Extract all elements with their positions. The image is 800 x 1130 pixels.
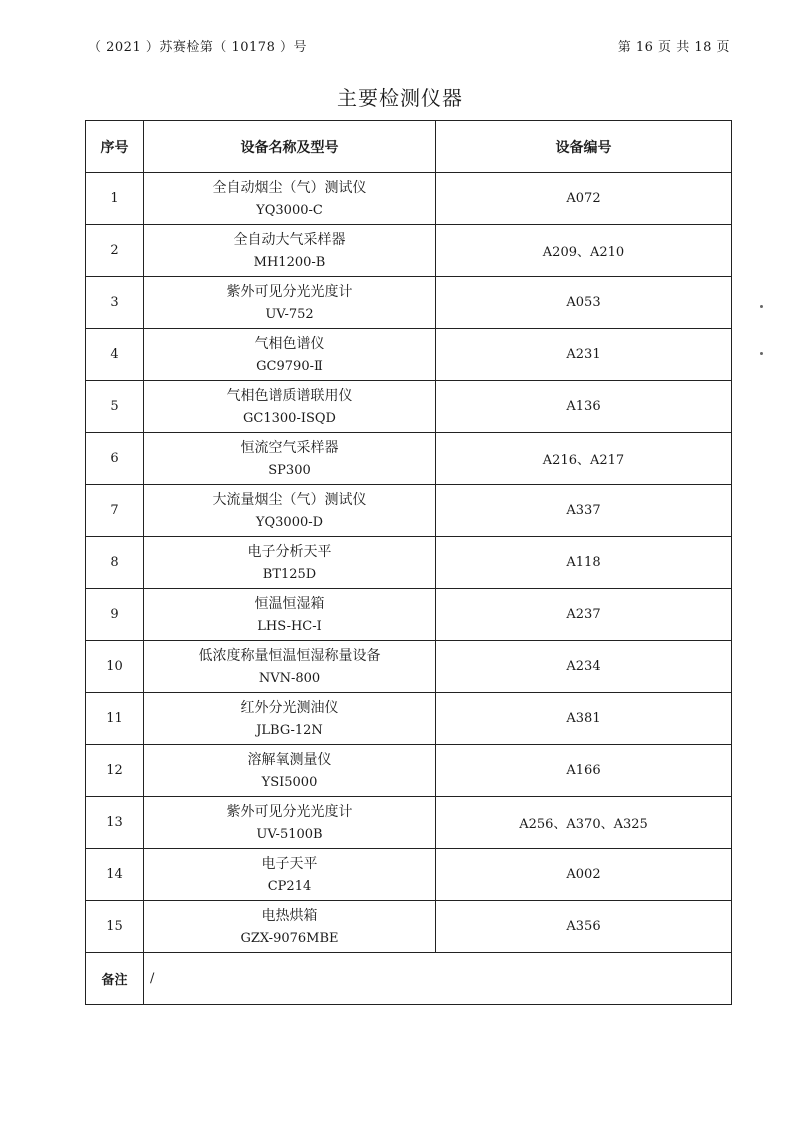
equipment-name-cell: [144, 329, 436, 381]
equipment-name: 全自动大气采样器: [233, 231, 346, 248]
equipment-name: 电子分析天平: [247, 543, 332, 560]
equipment-name: 紫外可见分光光度计: [226, 283, 353, 300]
equipment-name: 紫外可见分光光度计: [226, 803, 353, 820]
column-header-no: 序号: [86, 121, 144, 173]
equipment-code: A234: [436, 641, 732, 693]
equipment-name-cell: [144, 381, 436, 433]
equipment-name: 低浓度称量恒温恒湿称量设备: [198, 647, 381, 664]
equipment-model: SP300: [268, 462, 311, 478]
equipment-name-cell: [144, 433, 436, 485]
equipment-code: A337: [436, 485, 732, 537]
equipment-name: 气相色谱质谱联用仪: [226, 387, 353, 404]
table-row: [86, 277, 732, 329]
row-number: 9: [86, 589, 144, 641]
equipment-model: JLBG-12N: [256, 722, 323, 738]
scan-speck: [760, 305, 763, 308]
row-number: 11: [86, 693, 144, 745]
equipment-name-cell: [144, 745, 436, 797]
table-row: [86, 797, 732, 849]
equipment-model: GC9790-Ⅱ: [256, 358, 323, 374]
row-number: 4: [86, 329, 144, 381]
table-row: [86, 225, 732, 277]
page-title: 主要检测仪器: [337, 86, 463, 110]
equipment-name-cell: [144, 693, 436, 745]
table-row: [86, 537, 732, 589]
table-header-row: [86, 121, 732, 173]
equipment-code: A237: [436, 589, 732, 641]
equipment-model: LHS-HC-I: [257, 618, 322, 634]
equipment-code: A356: [436, 901, 732, 953]
equipment-name: 大流量烟尘（气）测试仪: [212, 491, 367, 508]
report-number: （ 2021 ）苏赛检第（ 10178 ）号: [88, 40, 307, 55]
equipment-name-cell: [144, 589, 436, 641]
equipment-name: 恒流空气采样器: [240, 439, 339, 456]
equipment-name: 恒温恒湿箱: [254, 595, 325, 612]
row-number: 15: [86, 901, 144, 953]
equipment-name: 电热烘箱: [261, 907, 318, 924]
remarks-value: /: [144, 953, 732, 1005]
equipment-code: A381: [436, 693, 732, 745]
equipment-code: A209、A210: [436, 225, 732, 277]
scan-speck: [760, 352, 763, 355]
equipment-model: CP214: [267, 878, 312, 894]
table-row: [86, 849, 732, 901]
equipment-model: YQ3000-C: [256, 202, 323, 218]
equipment-name-cell: [144, 277, 436, 329]
equipment-code: A072: [436, 173, 732, 225]
table-row: [86, 485, 732, 537]
table-row: [86, 641, 732, 693]
equipment-name-cell: [144, 641, 436, 693]
equipment-name: 溶解氧测量仪: [247, 751, 332, 768]
row-number: 10: [86, 641, 144, 693]
equipment-name-cell: [144, 173, 436, 225]
remarks-row: [86, 953, 732, 1005]
table-row: [86, 433, 732, 485]
row-number: 14: [86, 849, 144, 901]
equipment-code: A216、A217: [436, 433, 732, 485]
equipment-name: 电子天平: [261, 855, 318, 872]
equipment-code: A118: [436, 537, 732, 589]
equipment-name-cell: [144, 485, 436, 537]
row-number: 1: [86, 173, 144, 225]
table-row: [86, 381, 732, 433]
equipment-model: MH1200-B: [253, 254, 326, 270]
equipment-name: 全自动烟尘（气）测试仪: [212, 179, 367, 196]
page-indicator: 第 16 页 共 18 页: [617, 40, 730, 55]
equipment-model: GZX-9076MBE: [240, 930, 339, 946]
equipment-name: 气相色谱仪: [254, 335, 325, 352]
row-number: 5: [86, 381, 144, 433]
equipment-name-cell: [144, 849, 436, 901]
equipment-code: A053: [436, 277, 732, 329]
equipment-code: A002: [436, 849, 732, 901]
equipment-name-cell: [144, 797, 436, 849]
row-number: 8: [86, 537, 144, 589]
table-row: [86, 589, 732, 641]
equipment-name-cell: [144, 225, 436, 277]
remarks-label: 备注: [86, 953, 144, 1005]
row-number: 2: [86, 225, 144, 277]
row-number: 13: [86, 797, 144, 849]
table-row: [86, 693, 732, 745]
row-number: 12: [86, 745, 144, 797]
equipment-code: A231: [436, 329, 732, 381]
equipment-code: A136: [436, 381, 732, 433]
equipment-model: YQ3000-D: [255, 514, 324, 530]
equipment-name-cell: [144, 537, 436, 589]
equipment-model: UV-5100B: [256, 826, 323, 842]
column-header-name: 设备名称及型号: [144, 121, 436, 173]
equipment-model: GC1300-ISQD: [243, 410, 336, 426]
table-row: [86, 901, 732, 953]
equipment-name-cell: [144, 901, 436, 953]
table-row: [86, 173, 732, 225]
table-row: [86, 329, 732, 381]
table-row: [86, 745, 732, 797]
equipment-model: YSI5000: [261, 774, 318, 790]
equipment-model: NVN-800: [258, 670, 321, 686]
column-header-code: 设备编号: [436, 121, 732, 173]
row-number: 7: [86, 485, 144, 537]
row-number: 6: [86, 433, 144, 485]
equipment-table: [85, 120, 732, 1005]
row-number: 3: [86, 277, 144, 329]
equipment-code: A166: [436, 745, 732, 797]
equipment-model: BT125D: [262, 566, 317, 582]
equipment-model: UV-752: [265, 306, 314, 322]
equipment-code: A256、A370、A325: [436, 797, 732, 849]
equipment-name: 红外分光测油仪: [240, 699, 339, 716]
